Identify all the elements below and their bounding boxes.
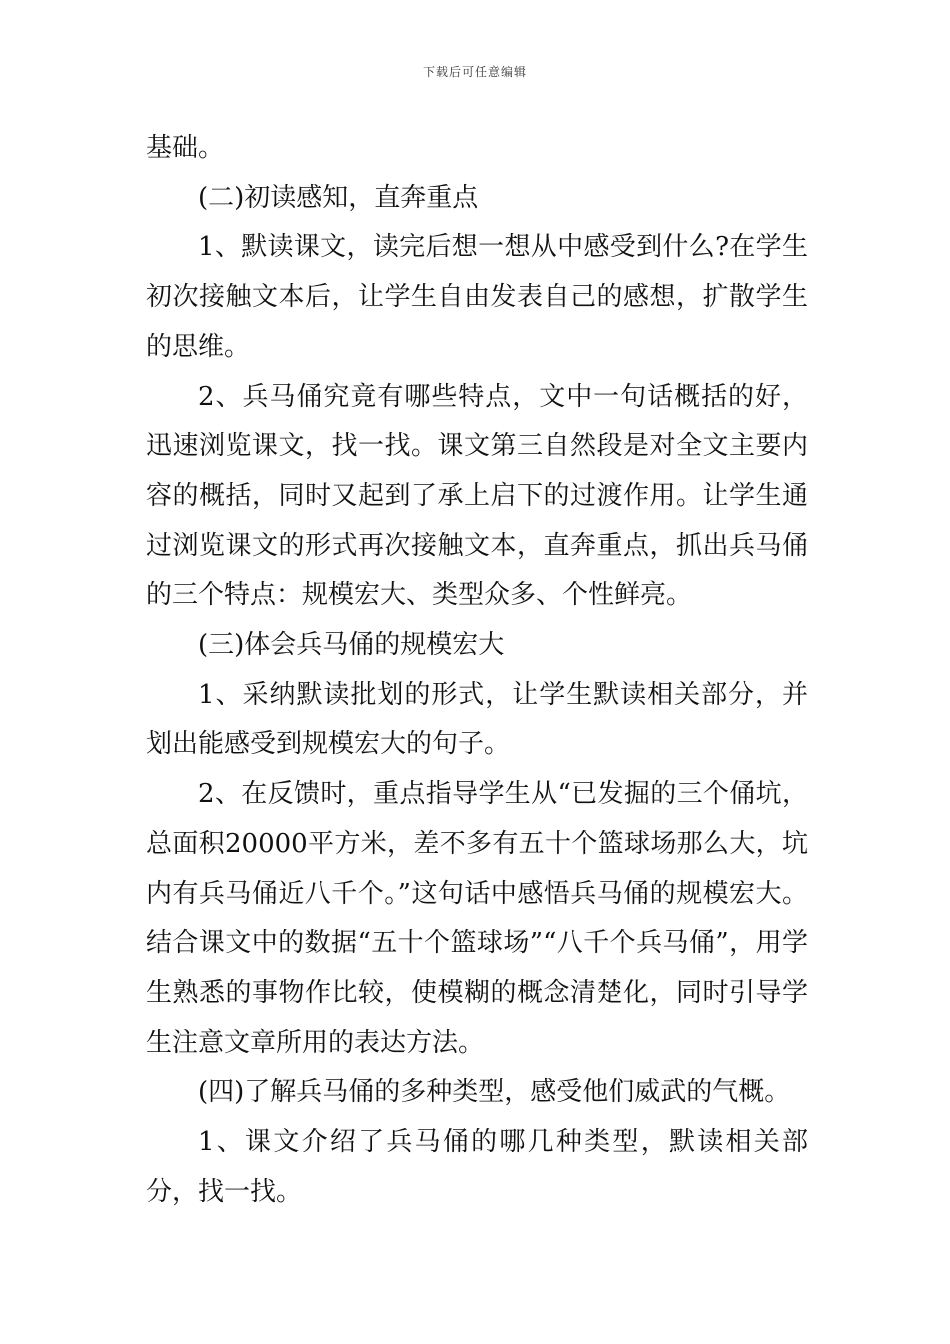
paragraph: 2、兵马俑究竟有哪些特点，文中一句话概括的好，迅速浏览课文，找一找。课文第三自然段是对全文主要内容的概括，同时又起到了承上启下的过渡作用。让学生通过浏览课文的形式再次接触文本，直奔重点，抓出兵马俑的三个特点：规模宏大、类型众多、个性鲜亮。 <box>146 381 808 611</box>
paragraph: 1、课文介绍了兵马俑的哪几种类型，默读相关部分，找一找。 <box>146 1127 808 1207</box>
section-heading: (三)体会兵马俑的规模宏大 <box>198 630 505 661</box>
paragraph: 1、默读课文，读完后想一想从中感受到什么?在学生初次接触文本后，让学生自由发表自己的感想，扩散学生的思维。 <box>146 232 808 362</box>
section-heading: (四)了解兵马俑的多种类型，感受他们威武的气概。 <box>198 1077 791 1108</box>
section-heading: (二)初读感知，直奔重点 <box>198 182 479 213</box>
page-header-note: 下载后可任意编辑 <box>422 65 527 79</box>
document-body <box>146 124 808 1217</box>
paragraph: 1、采纳默读批划的形式，让学生默读相关部分，并划出能感受到规模宏大的句子。 <box>146 679 808 760</box>
paragraph: 2、在反馈时，重点指导学生从“已发掘的三个俑坑，总面积20000平方米，差不多有五十个篮球场那么大，坑内有兵马俑近八千个。”这句话中感悟兵马俑的规模宏大。结合课文中的数据“五十个篮球场”“八千个兵马俑”，用学生熟悉的事物作比较，使模糊的概念清楚化，同时引导学生注意文章所用的表达方法。 <box>146 779 808 1058</box>
paragraph: 基础。 <box>146 133 225 163</box>
